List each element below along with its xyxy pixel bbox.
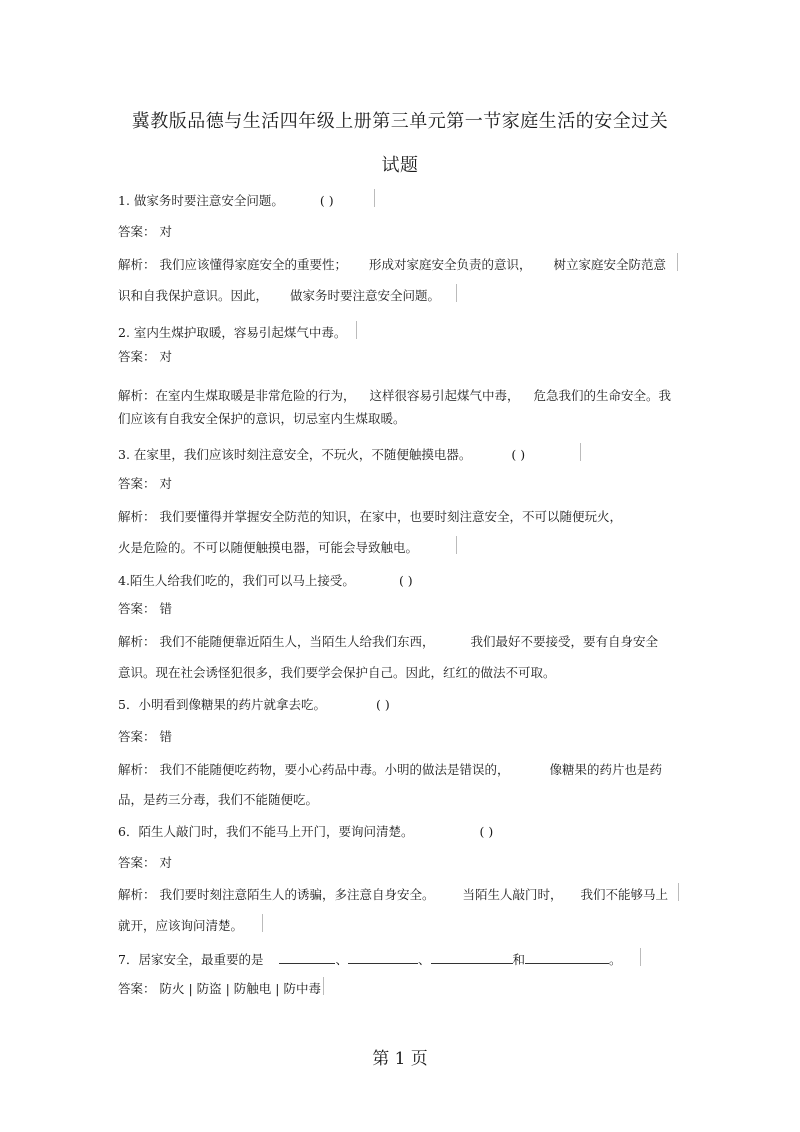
explanation: 解析：在室内生煤取暖是非常危险的行为， [118, 388, 356, 403]
explanation: 像糖果的药片也是药 [549, 762, 662, 777]
answer: 答案： 对 [118, 476, 172, 491]
divider [456, 536, 457, 554]
divider [677, 253, 678, 271]
explanation: 解析： 我们不能随便吃药物，要小心药品中毒。小明的做法是错误的， [118, 762, 510, 777]
fill-blank[interactable] [279, 952, 335, 964]
explanation: 就开，应该询问清楚。 [118, 918, 244, 933]
explanation: 做家务时要注意安全问题。 [290, 288, 441, 303]
explanation: 危急我们的生命安全。我 [533, 388, 672, 403]
separator: 。 [609, 952, 622, 967]
explanation: 解析： 我们要懂得并掌握安全防范的知识，在家中，也要时刻注意安全，不可以随便玩火， [118, 509, 622, 524]
answer-paren: ( ) [398, 573, 413, 588]
divider [262, 914, 263, 932]
explanation: 解析： 我们应该懂得家庭安全的重要性； [118, 257, 347, 272]
answer: 答案： 对 [118, 855, 172, 870]
answer-paren: ( ) [511, 447, 526, 462]
explanation: 这样很容易引起煤气中毒， [369, 388, 520, 403]
answer-paren: ( ) [319, 193, 334, 208]
question-text: 7．居家安全，最重要的是 [118, 952, 264, 967]
explanation: 我们最好不要接受，要有自身安全 [470, 634, 658, 649]
divider [640, 948, 641, 966]
answer: 答案： 对 [118, 349, 172, 364]
explanation: 当陌生人敲门时， [462, 887, 563, 902]
fill-blank[interactable] [525, 952, 609, 964]
question-text: 1. 做家务时要注意安全问题。 [118, 193, 284, 208]
divider [356, 321, 357, 339]
answer: 答案： 对 [118, 224, 172, 239]
question-text: 6．陌生人敲门时，我们不能马上开门，要询问清楚。 [118, 824, 414, 839]
explanation: 意识。现在社会诱怪犯很多，我们要学会保护自己。因此，红红的做法不可取。 [118, 665, 556, 680]
explanation: 解析： 我们不能随便靠近陌生人，当陌生人给我们东西， [118, 634, 435, 649]
answer: 答案： 错 [118, 729, 172, 744]
explanation: 树立家庭安全防范意 [553, 257, 667, 272]
divider [323, 977, 324, 995]
explanation: 火是危险的。不可以随便触摸电器，可能会导致触电。 [118, 540, 419, 555]
page-number: 第 1 页 [372, 1049, 428, 1069]
divider [678, 883, 679, 901]
divider [580, 443, 581, 461]
explanation: 识和自我保护意识。因此， [118, 288, 269, 303]
explanation: 解析： 我们要时刻注意陌生人的诱骗，多注意自身安全。 [118, 887, 435, 902]
explanation: 品，是药三分毒，我们不能随便吃。 [118, 792, 319, 807]
answer-paren: ( ) [479, 824, 494, 839]
explanation: 我们不能够马上 [580, 887, 669, 902]
title-line-2: 试题 [381, 155, 419, 176]
question-text: 2. 室内生煤护取暖，容易引起煤气中毒。 [118, 325, 347, 340]
title-line-1: 冀教版品德与生活四年级上册第三单元第一节家庭生活的安全过关 [131, 111, 669, 132]
explanation: 们应该有自我安全保护的意识，切忌室内生煤取暖。 [118, 411, 406, 426]
answer-paren: ( ) [375, 697, 390, 712]
fill-blank[interactable] [348, 952, 418, 964]
separator: 、 [417, 952, 431, 967]
divider [374, 189, 375, 207]
question-text: 3. 在家里，我们应该时刻注意安全，不玩火，不随便触摸电器。 [118, 447, 472, 462]
question-text: 4.陌生人给我们吃的，我们可以马上接受。 [118, 573, 355, 588]
answer: 答案： 错 [118, 601, 172, 616]
fill-blank[interactable] [431, 952, 513, 964]
separator: 、 [335, 952, 348, 967]
divider [456, 284, 457, 302]
answer: 答案： 防火 | 防盗 | 防触电 | 防中毒 [118, 981, 321, 996]
explanation: 形成对家庭安全负责的意识， [368, 257, 532, 272]
separator: 和 [512, 952, 526, 967]
question-text: 5．小明看到像糖果的药片就拿去吃。 [118, 697, 326, 712]
